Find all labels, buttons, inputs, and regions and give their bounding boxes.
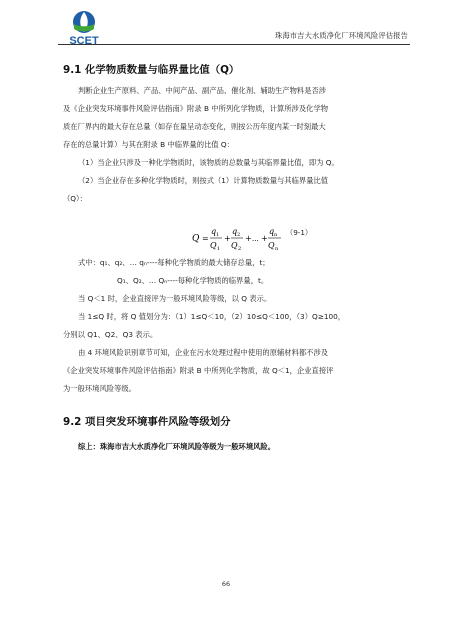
svg-text:2: 2 — [237, 232, 241, 238]
formula — [192, 224, 288, 254]
logo-text: SCET — [69, 35, 99, 47]
para-2-text: 当 Q＜1 时，企业直接评为一般环境风险等级，以 Q 表示。 — [78, 294, 272, 303]
item-1 — [63, 154, 399, 172]
svg-text:2: 2 — [238, 246, 242, 252]
svg-text:n: n — [274, 232, 278, 238]
para-4-line: 为一般环境风险等级。 — [63, 384, 136, 393]
conclusion — [63, 438, 399, 456]
svg-text:+: + — [261, 234, 268, 243]
svg-text:q: q — [269, 227, 275, 236]
svg-text:n: n — [275, 246, 279, 252]
header-divider — [58, 44, 410, 45]
svg-text:q: q — [211, 227, 217, 236]
svg-text:1: 1 — [217, 246, 221, 252]
scet-logo — [62, 8, 106, 48]
item-1-text: （1）当企业只涉及一种化学物质时，该物质的总数量与其临界量比值，即为 Q。 — [78, 158, 339, 167]
conclusion-text: 综上：珠海市吉大水质净化厂环境风险等级为一般环境风险。 — [78, 442, 276, 451]
header-title: 珠海市吉大水质净化厂环境风险评估报告 — [275, 31, 408, 40]
section-9-1-heading: 9.1 化学物质数量与临界量比值（Q） — [63, 64, 240, 76]
svg-text:+: + — [245, 234, 252, 243]
item-2 — [63, 172, 399, 208]
para-1-line: 质在厂界内的最大存在总量（如存在量呈动态变化，则按公历年度内某一时刻最大 — [63, 122, 326, 131]
section-9-2-heading: 9.2 项目突发环境事件风险等级划分 — [63, 416, 231, 428]
para-1-line: 存在的总量计算）与其在附录 B 中临界量的比值 Q： — [63, 140, 234, 149]
para-1-line: 判断企业生产原料、产品、中间产品、副产品、催化剂、辅助生产物料是否涉 — [78, 86, 327, 95]
formula-ref: （9-1） — [286, 228, 313, 237]
para-4 — [63, 344, 399, 398]
where-line: Q₁、Q₂、… Qₙ----每种化学物质的临界量，t。 — [117, 276, 269, 285]
page-number: 66 — [221, 580, 231, 588]
para-4-line: 由 4 环境风险识别章节可知，企业在污水处理过程中使用的原辅材料都不涉及 — [78, 348, 329, 357]
where-block — [63, 254, 399, 290]
svg-text:Q: Q — [231, 241, 238, 250]
para-3-line: 当 1≤Q 时，将 Q 值划分为：（1）1≤Q＜10，（2）10≤Q＜100，（3）Q≥100， — [78, 312, 346, 321]
formula-term — [268, 227, 281, 252]
svg-text:q: q — [232, 227, 238, 236]
svg-text:+: + — [224, 234, 231, 243]
formula-term — [231, 227, 243, 252]
para-4-line: 《企业突发环境事件风险评估指南》附录 B 中所列化学物质，故 Q＜1，企业直接评 — [63, 366, 334, 375]
svg-text:Q: Q — [210, 241, 217, 250]
logo-emblem — [62, 8, 106, 48]
para-3-line: 分别以 Q1、Q2、Q3 表示。 — [63, 330, 158, 339]
para-2 — [63, 290, 399, 308]
formula-ellipsis: ... — [252, 235, 259, 243]
formula-term — [210, 227, 222, 252]
para-1 — [63, 82, 399, 154]
svg-text:Q: Q — [268, 241, 275, 250]
para-3 — [63, 308, 399, 344]
item-2-line: （2）当企业存在多种化学物质时，则按式（1）计算物质数量与其临界量比值 — [78, 176, 329, 185]
svg-text:1: 1 — [216, 232, 220, 238]
item-2-line: （Q）： — [63, 194, 87, 203]
where-line: 式中：q₁、q₂、… qₙ----每种化学物质的最大储存总量，t； — [78, 258, 270, 267]
formula-lhs: Q — [192, 234, 200, 244]
svg-text:=: = — [202, 234, 209, 243]
para-1-line: 及《企业突发环境事件风险评估指南》附录 B 中所列化学物质，计算所涉及化学物 — [63, 104, 329, 113]
